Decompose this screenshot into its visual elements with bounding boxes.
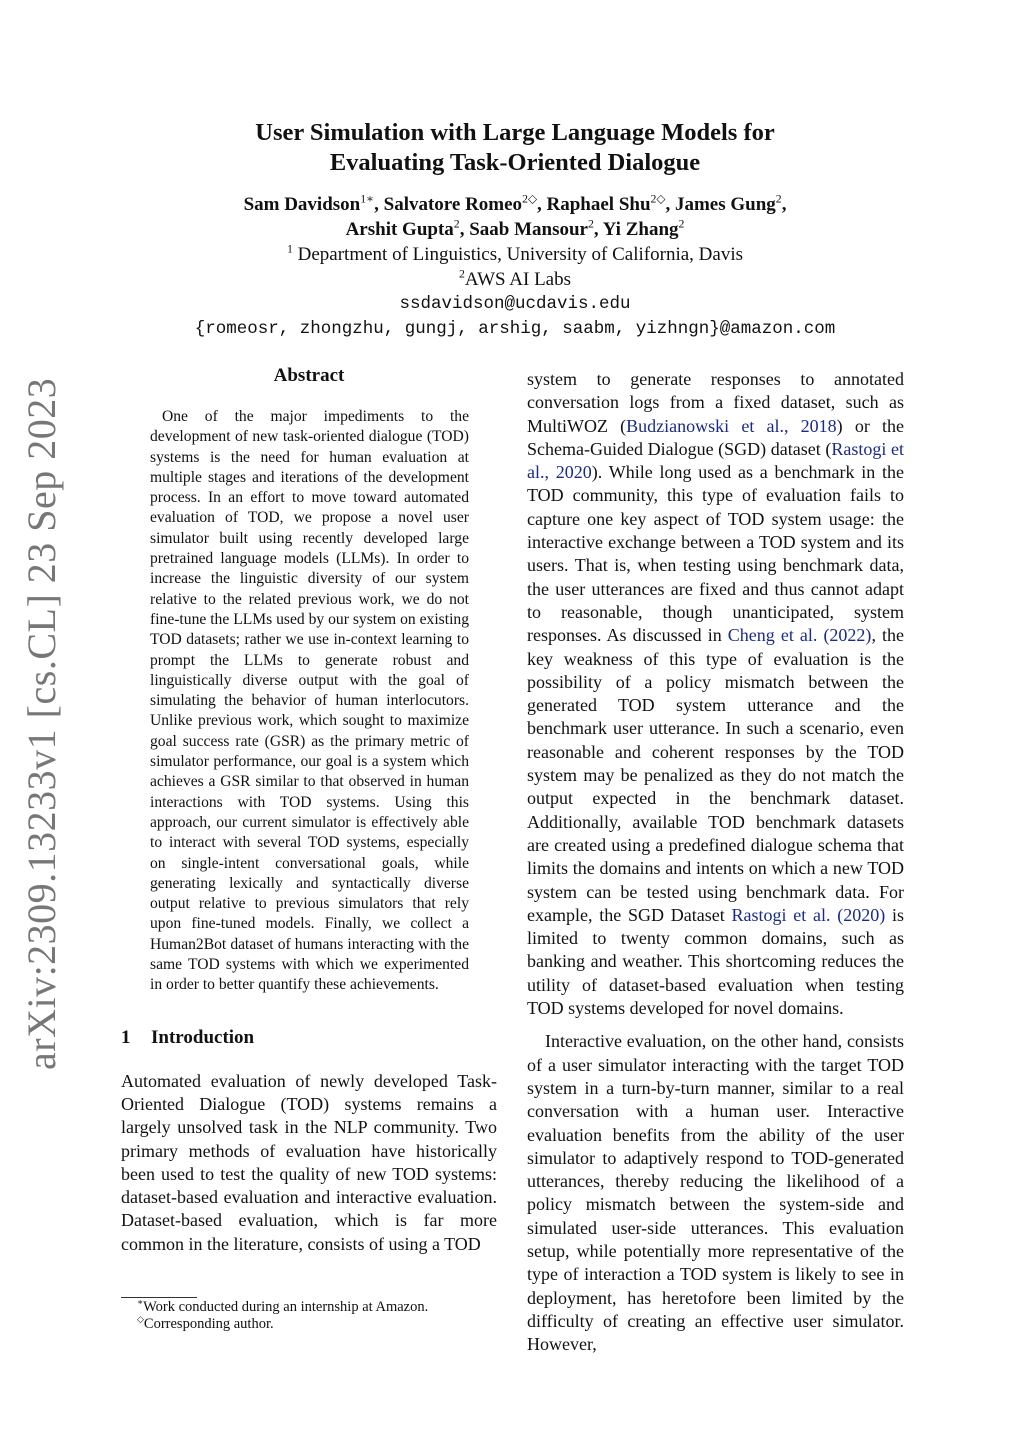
author-name: Saab Mansour (469, 219, 588, 240)
author-affil-mark: 2◇ (522, 192, 537, 206)
affil-mark: 2 (458, 267, 465, 281)
text-run: is limited to twenty common domains, such as banking and weather. This shortcoming reduces the utility of dataset-based evaluation when testing TOD systems developed for novel domains. (527, 904, 904, 1019)
author-name: James Gung (674, 194, 776, 215)
text-run: , the key weakness of this type of evaluation is the possibility of a policy mismatch between the generated TOD system utterance and the benchmark user utterance. In such a scenario, even reasonable and coherent responses by the TOD system may be penalized as they do not match the output expected in the benchmark dataset. Additionally, available TOD benchmark datasets are created using a predefined dialogue schema that limits the domains and intents on which a new TOD system can be tested using benchmark data. For example, the SGD Dataset (527, 625, 904, 925)
title-line-1: User Simulation with Large Language Models for (255, 119, 775, 146)
text-run: system to generate responses to annotated conversation logs from a fixed dataset, such as MultiWOZ ( (527, 369, 904, 436)
author-name: Yi Zhang (602, 219, 679, 240)
author-affil-mark: 2 (775, 192, 782, 206)
citation-link[interactable]: Rastogi et al., 2020 (527, 438, 904, 483)
author-name: Salvatore Romeo (383, 194, 523, 215)
affil-text: Department of Linguistics, University of California, Davis (297, 244, 743, 265)
footnote-2 (121, 1316, 497, 1333)
author-affil-mark: 2 (453, 217, 460, 231)
text-run: ). While long used as a benchmark in the TOD community, this type of evaluation fails to capture one key aspect of TOD system usage: the interactive exchange between a TOD system and its users. That is, when testing using benchmark data, the user utterances are fixed and thus cannot adapt to reasonable, though unanticipated, system responses. As discussed in (527, 462, 904, 646)
abstract-heading: Abstract (273, 365, 345, 386)
author-name: Sam Davidson (243, 194, 361, 215)
body-paragraph (527, 368, 904, 1020)
affil-mark: 1 (287, 242, 293, 256)
author-line-2: Arshit Gupta$^2$, Saab Mansour$^2$, Yi Zhang$^2$ (345, 217, 685, 240)
author-affil-mark: 2 (678, 217, 685, 231)
section-heading-introduction (121, 1026, 497, 1050)
intro-paragraph: Automated evaluation of newly developed Task-Oriented Dialogue (TOD) systems remains a largely unsolved task in the NLP community. Two primary methods of evaluation have historically been used to test the quality of new TOD systems: dataset-based evaluation and interactive evaluation. Dataset-based evaluation, which is far more common in the literature, consists of using a TOD (121, 1070, 497, 1254)
footnote-mark: ◇ (137, 1314, 144, 1325)
citation-link[interactable]: Budzianowski et al., 2018 (626, 415, 837, 436)
author-name: Raphael Shu (546, 194, 651, 215)
author-name: Arshit Gupta (345, 219, 454, 240)
affiliation-1 (120, 242, 910, 267)
footnote-1 (121, 1299, 497, 1316)
affil-text: AWS AI Labs (464, 269, 572, 290)
paper-title (120, 118, 910, 178)
arxiv-identifier: arXiv:2309.13233v1 [cs.CL] 23 Sep 2023 (19, 377, 64, 1070)
citation-link[interactable]: Rastogi et al. (2020) (731, 904, 886, 925)
abstract-text: One of the major impediments to the development of new task-oriented dialogue (TOD) systems is the need for human evaluation at multiple stages and iterations of the development process. In an effort to move toward automated evaluation of TOD, we propose a novel user simulator built using recently developed large pretrained language models (LLMs). In order to increase the linguistic diversity of our system relative to the related previous work, we do not fine-tune the LLMs used by our system on existing TOD datasets; rather we use in-context learning to prompt the LLMs to generate robust and linguistically diverse output with the goal of simulating the behavior of human interlocutors. Unlike previous work, which sought to maximize goal success rate (GSR) as the primary metric of simulator performance, our goal is a system which achieves a GSR similar to that observed in human interactions with TOD systems. Using this approach, our current simulator is effectively able to interact with several TOD systems, especially on single-intent conversational goals, while generating lexically and syntactically diverse output relative to previous simulators that rely upon fine-tuned models. Finally, we collect a Human2Bot dataset of humans interacting with the same TOD systems with which we experimented in order to better quantify these achievements. (150, 408, 469, 994)
footnote-text: Work conducted during an internship at Amazon. (143, 1299, 429, 1315)
email-line-2[interactable]: {romeosr, zhongzhu, gungj, arshig, saabm, yizhngn}@amazon.com (194, 319, 836, 339)
left-column (121, 365, 497, 1256)
title-line-2: Evaluating Task-Oriented Dialogue (329, 149, 701, 176)
author-list (120, 192, 910, 242)
affiliation-2 (120, 267, 910, 292)
footnote-divider (121, 1297, 197, 1298)
footnote-mark: ∗ (137, 1297, 144, 1308)
author-affil-mark: 2◇ (650, 192, 666, 206)
footnote-text: Corresponding author. (143, 1316, 274, 1332)
text-run: ) or the Schema-Guided Dialogue (SGD) dataset ( (527, 415, 904, 459)
paper-header (120, 118, 910, 342)
author-affil-mark: 2 (587, 217, 594, 231)
author-line-1: Sam Davidson$^{1∗}$, Salvatore Romeo$^{2◇}$, Raphael Shu$^{2◇}$, James Gung$^2$, (243, 192, 787, 215)
email-line-1[interactable]: ssdavidson@ucdavis.edu (399, 294, 631, 314)
right-column (527, 368, 904, 1356)
section-number: 1 (121, 1026, 131, 1048)
body-paragraph: Interactive evaluation, on the other hand, consists of a user simulator interacting with the target TOD system in a turn-by-turn manner, similar to a real conversation with a human user. Interactive evaluation benefits from the ability of the user simulator to adaptively respond to TOD-generated utterances, thereby reducing the likelihood of a policy mismatch between the system-side and simulated user-side utterances. This evaluation setup, while potentially more representative of the type of interaction a TOD system is likely to see in deployment, has heretofore been limited by the difficulty of creating an effective user simulator. However, (527, 1031, 904, 1355)
footnotes (121, 1299, 497, 1333)
author-affil-mark: 1∗ (360, 192, 375, 206)
citation-link[interactable]: Cheng et al. (2022) (727, 625, 872, 646)
section-title: Introduction (151, 1026, 255, 1048)
